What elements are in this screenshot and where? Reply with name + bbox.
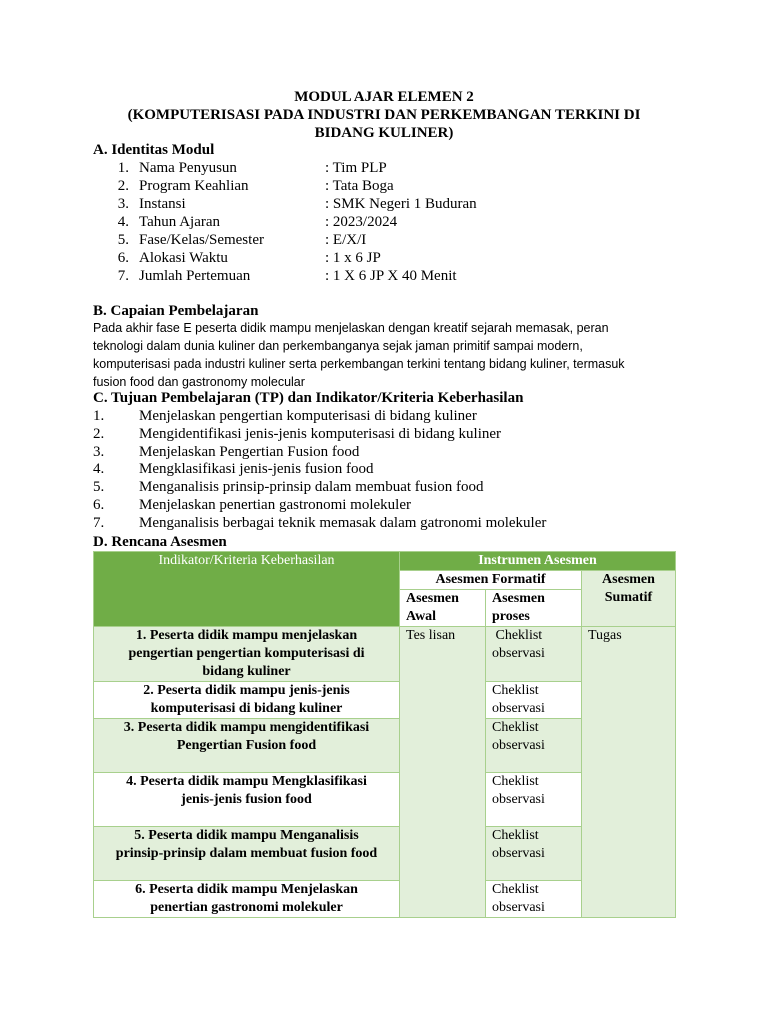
- identitas-row-number: 5.: [117, 232, 129, 248]
- document-title-line-3: BIDANG KULINER): [314, 125, 454, 141]
- identitas-row-label: Jumlah Pertemuan: [139, 268, 251, 284]
- tujuan-item-text: Menjelaskan Pengertian Fusion food: [139, 443, 360, 460]
- header-formatif: Asesmen Formatif: [400, 571, 582, 590]
- header-awal: Asesmen Awal: [400, 590, 486, 627]
- header-indikator: Indikator/Kriteria Keberhasilan: [94, 552, 400, 627]
- tujuan-item: [0, 496, 768, 514]
- identitas-row: [0, 213, 768, 231]
- asesmen-proses-cell: Cheklist observasi: [486, 881, 582, 918]
- asesmen-sumatif-cell: Tugas: [582, 627, 676, 918]
- identitas-row: [0, 159, 768, 177]
- tujuan-item: [0, 478, 768, 496]
- tujuan-item-text: Menganalisis berbagai teknik memasak dalam gatronomi molekuler: [139, 514, 547, 531]
- section-identitas-heading: A. Identitas Modul: [93, 142, 215, 158]
- capaian-line: Pada akhir fase E peserta didik mampu menjelaskan dengan kreatif sejarah memasak, peran: [93, 321, 609, 335]
- identitas-row-label: Program Keahlian: [139, 178, 249, 194]
- tujuan-item-text: Menjelaskan penertian gastronomi molekuler: [139, 497, 411, 513]
- identitas-row-label: Alokasi Waktu: [139, 250, 228, 266]
- header-proses: Asesmen proses: [486, 590, 582, 627]
- identitas-row: [0, 177, 768, 195]
- tujuan-item-text: Menganalisis prinsip-prinsip dalam membuat fusion food: [139, 479, 484, 496]
- tujuan-item-number: 7.: [93, 514, 105, 531]
- identitas-row-number: 6.: [117, 250, 129, 266]
- tujuan-item-number: 4.: [93, 461, 105, 478]
- tujuan-item: [0, 514, 768, 532]
- indikator-cell: 5. Peserta didik mampu Menganalisis prinsip-prinsip dalam membuat fusion food: [94, 827, 400, 881]
- identitas-row: [0, 195, 768, 213]
- identitas-row-number: 4.: [117, 214, 129, 230]
- identitas-row-label: Tahun Ajaran: [139, 214, 221, 230]
- document-title-line-1: MODUL AJAR ELEMEN 2: [294, 89, 474, 105]
- capaian-line: komputerisasi pada industri kuliner serta perkembangan terkini tentang bidang kuliner, termasuk: [93, 357, 625, 371]
- identitas-row-number: 1.: [117, 160, 129, 176]
- identitas-row-value: : 1 x 6 JP: [325, 250, 381, 266]
- identitas-row-number: 3.: [117, 196, 129, 212]
- tujuan-item: [0, 407, 768, 425]
- capaian-line: teknologi dalam dunia kuliner dan perkembanganya sejak jaman primitif sampai modern,: [93, 339, 583, 353]
- asesmen-awal-cell: Tes lisan: [400, 627, 486, 918]
- tujuan-item-text: Mengidentifikasi jenis-jenis komputerisasi di bidang kuliner: [139, 425, 502, 442]
- asesmen-proses-cell: Cheklist observasi: [486, 719, 582, 773]
- tujuan-item-number: 2.: [93, 425, 105, 442]
- identitas-row-number: 7.: [117, 268, 129, 284]
- document-title-line-2: (KOMPUTERISASI PADA INDUSTRI DAN PERKEMBANGAN TERKINI DI: [127, 107, 641, 123]
- tujuan-item-text: Mengklasifikasi jenis-jenis fusion food: [139, 461, 374, 478]
- identitas-row-value: : Tata Boga: [325, 178, 394, 194]
- assessment-table: [93, 551, 676, 918]
- indikator-cell: 2. Peserta didik mampu jenis-jenis komputerisasi di bidang kuliner: [94, 682, 400, 719]
- identitas-row-label: Fase/Kelas/Semester: [139, 232, 264, 248]
- identitas-row-value: : SMK Negeri 1 Buduran: [325, 196, 477, 212]
- identitas-row-number: 2.: [117, 178, 129, 194]
- tujuan-item-text: Menjelaskan pengertian komputerisasi di bidang kuliner: [139, 408, 477, 424]
- tujuan-item-number: 6.: [93, 497, 105, 513]
- identitas-row-label: Nama Penyusun: [139, 160, 237, 176]
- section-rencana-heading: D. Rencana Asesmen: [93, 534, 227, 550]
- assessment-row: [94, 627, 676, 682]
- identitas-row: [0, 249, 768, 267]
- identitas-row-value: : 1 X 6 JP X 40 Menit: [325, 268, 457, 284]
- indikator-cell: 3. Peserta didik mampu mengidentifikasi Pengertian Fusion food: [94, 719, 400, 773]
- identitas-row-value: : E/X/I: [325, 232, 367, 248]
- section-tujuan-heading: C. Tujuan Pembelajaran (TP) dan Indikator/Kriteria Keberhasilan: [93, 390, 524, 406]
- header-sumatif: Asesmen Sumatif: [582, 571, 676, 627]
- tujuan-item-number: 3.: [93, 443, 105, 460]
- identitas-row: [0, 231, 768, 249]
- asesmen-proses-cell: Cheklist observasi: [486, 682, 582, 719]
- asesmen-proses-cell: Cheklist observasi: [486, 627, 582, 682]
- header-instrumen: Instrumen Asesmen: [400, 552, 676, 571]
- section-capaian-heading: B. Capaian Pembelajaran: [93, 303, 259, 319]
- identitas-row-value: : Tim PLP: [325, 160, 387, 176]
- tujuan-item-number: 5.: [93, 479, 105, 496]
- tujuan-item-number: 1.: [93, 408, 105, 424]
- asesmen-proses-cell: Cheklist observasi: [486, 773, 582, 827]
- tujuan-item: [0, 425, 768, 443]
- asesmen-proses-cell: Cheklist observasi: [486, 827, 582, 881]
- indikator-cell: 6. Peserta didik mampu Menjelaskan penertian gastronomi molekuler: [94, 881, 400, 918]
- tujuan-item: [0, 443, 768, 461]
- capaian-line: fusion food dan gastronomy molecular: [93, 375, 305, 389]
- indikator-cell: 4. Peserta didik mampu Mengklasifikasi jenis-jenis fusion food: [94, 773, 400, 827]
- indikator-cell: 1. Peserta didik mampu menjelaskan pengertian pengertian komputerisasi di bidang kuliner: [94, 627, 400, 682]
- identitas-row-value: : 2023/2024: [325, 214, 398, 230]
- identitas-row-label: Instansi: [139, 196, 186, 212]
- identitas-row: [0, 267, 768, 285]
- capaian-paragraph: [93, 319, 683, 391]
- tujuan-item: [0, 460, 768, 478]
